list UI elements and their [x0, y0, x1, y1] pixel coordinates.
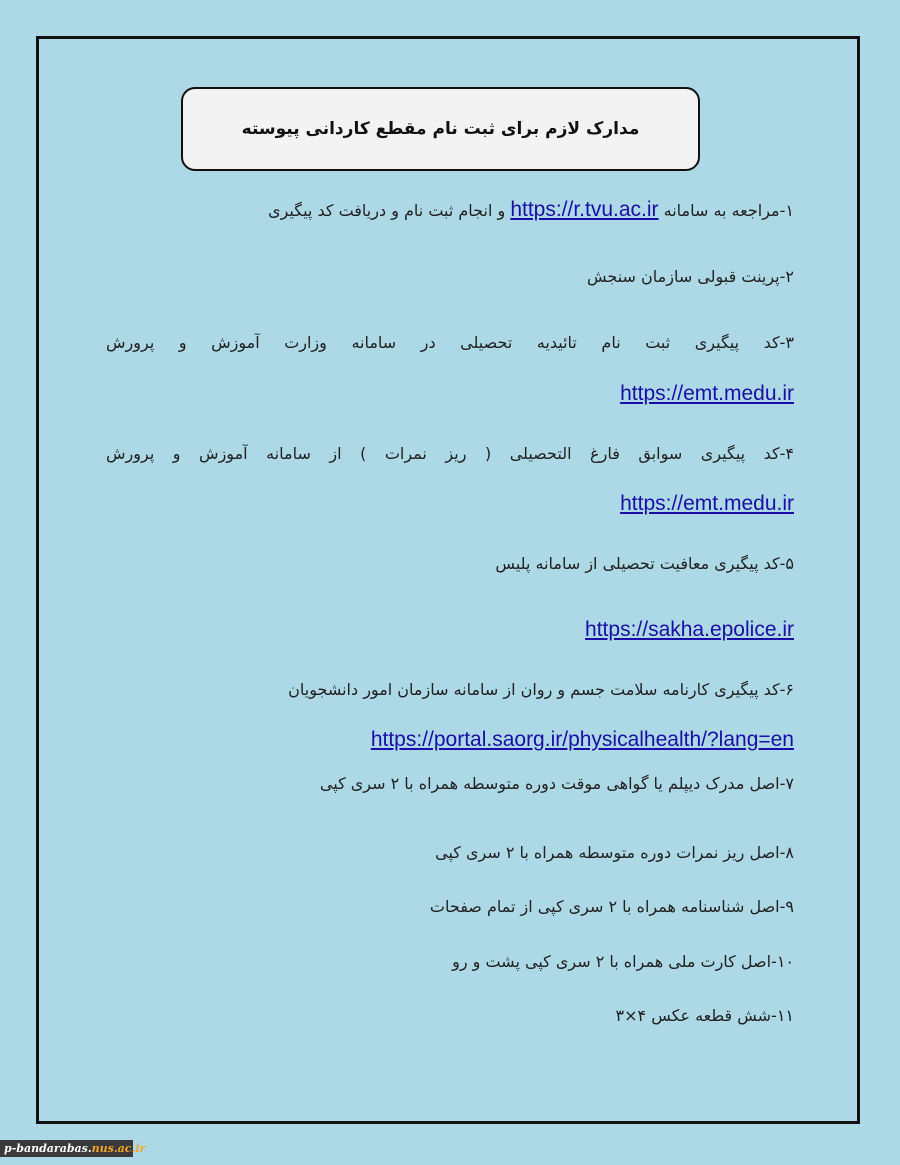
list-item-1	[268, 196, 794, 225]
item-1-suffix: و انجام ثبت نام و دریافت کد پیگیری	[268, 201, 506, 220]
watermark-domain: nus.ac.ir	[91, 1142, 146, 1155]
emt-link-1[interactable]: https://emt.medu.ir	[620, 382, 794, 405]
sakha-link[interactable]: https://sakha.epolice.ir	[585, 618, 794, 641]
list-item-3: ۳-کد پیگیری ثبت نام تائیدیه تحصیلی در سامانه وزارت آموزش و پرورش	[106, 333, 794, 352]
saorg-link[interactable]: https://portal.saorg.ir/physicalhealth/?lang=en	[370, 728, 794, 751]
list-item-5: ۵-کد پیگیری معافیت تحصیلی از سامانه پلیس	[495, 554, 794, 573]
watermark-prefix: p-bandarabas.	[4, 1142, 92, 1155]
list-item-11: ۱۱-شش قطعه عکس ۴×۳	[615, 1006, 794, 1025]
emt-link-2[interactable]: https://emt.medu.ir	[620, 492, 794, 515]
list-item-7: ۷-اصل مدرک دیپلم یا گواهی موقت دوره متوسطه همراه با ۲ سری کپی	[319, 774, 794, 793]
list-item-2: ۲-پرینت قبولی سازمان سنجش	[586, 267, 794, 286]
tvu-link[interactable]: https://r.tvu.ac.ir	[510, 198, 659, 221]
site-watermark	[0, 1140, 146, 1157]
list-item-8: ۸-اصل ریز نمرات دوره متوسطه همراه با ۲ سری کپی	[435, 843, 794, 862]
list-item-10: ۱۰-اصل کارت ملی همراه با ۲ سری کپی پشت و رو	[452, 952, 794, 971]
list-item-6: ۶-کد پیگیری کارنامه سلامت جسم و روان از سامانه سازمان امور دانشجویان	[288, 680, 794, 699]
list-item-9: ۹-اصل شناسنامه همراه با ۲ سری کپی از تمام صفحات	[429, 897, 794, 916]
page-title: مدارک لازم برای ثبت نام مقطع کاردانی پیوسته	[181, 87, 700, 171]
list-item-4: ۴-کد پیگیری سوابق فارغ التحصیلی ( ریز نمرات ) از سامانه آموزش و پرورش	[106, 444, 794, 463]
item-1-prefix: ۱-مراجعه به سامانه	[658, 201, 794, 220]
